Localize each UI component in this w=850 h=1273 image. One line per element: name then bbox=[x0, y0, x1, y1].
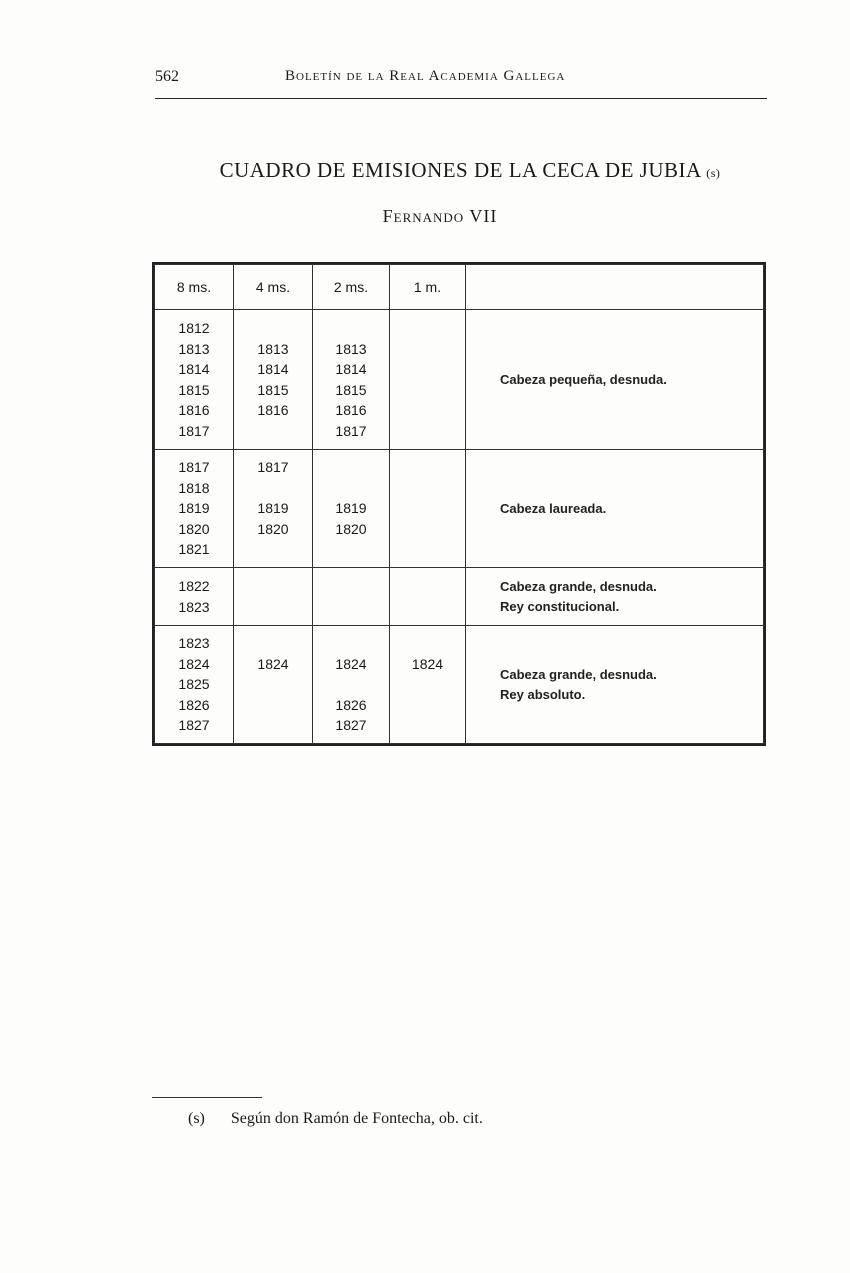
description-text: Cabeza grande, desnuda. bbox=[500, 666, 657, 682]
year-value bbox=[313, 674, 389, 695]
year-value: 1822 bbox=[178, 578, 210, 594]
year-value: 1814 bbox=[335, 361, 367, 377]
year-value bbox=[313, 539, 389, 560]
year-value: 1813 bbox=[335, 340, 367, 357]
year-value bbox=[313, 576, 389, 597]
year-value bbox=[234, 421, 312, 442]
year-value: 1812 bbox=[178, 320, 210, 336]
year-value: 1813 bbox=[257, 340, 289, 357]
year-cell bbox=[234, 310, 313, 450]
year-value: 1824 bbox=[257, 655, 289, 672]
year-value bbox=[390, 339, 465, 360]
footnote-reference: (s) bbox=[706, 166, 721, 180]
footnote-rule bbox=[152, 1097, 262, 1098]
year-value bbox=[313, 633, 389, 654]
year-value: 1815 bbox=[335, 381, 367, 398]
year-cell bbox=[234, 568, 313, 626]
column-header: 4 ms. bbox=[234, 265, 313, 310]
year-value: 1819 bbox=[178, 500, 210, 517]
year-value bbox=[313, 318, 389, 339]
table-row bbox=[155, 568, 764, 626]
column-header: 1 m. bbox=[390, 265, 466, 310]
description-text: Cabeza grande, desnuda. bbox=[500, 578, 657, 594]
year-value: 1817 bbox=[335, 422, 367, 439]
year-value bbox=[234, 715, 312, 736]
year-value: 1814 bbox=[178, 361, 210, 377]
year-cell bbox=[313, 626, 390, 744]
year-cell bbox=[155, 450, 234, 568]
year-value bbox=[234, 633, 312, 654]
table-header-row bbox=[155, 265, 764, 310]
table-subtitle: Fernando VII bbox=[382, 206, 498, 226]
description-text: Rey absoluto. bbox=[500, 686, 586, 702]
year-value: 1815 bbox=[178, 381, 210, 398]
year-value bbox=[313, 478, 389, 499]
description-text: Cabeza laureada. bbox=[500, 500, 607, 516]
year-cell bbox=[390, 626, 466, 744]
description-cell bbox=[466, 568, 764, 626]
year-value bbox=[390, 380, 465, 401]
description-cell bbox=[466, 310, 764, 450]
year-value: 1827 bbox=[335, 717, 367, 734]
description-text: Cabeza pequeña, desnuda. bbox=[500, 371, 667, 387]
year-value: 1826 bbox=[335, 696, 367, 713]
header-rule bbox=[155, 98, 767, 99]
table-row bbox=[155, 450, 764, 568]
year-value bbox=[390, 478, 465, 499]
year-cell bbox=[390, 450, 466, 568]
column-header bbox=[466, 265, 764, 310]
table-row bbox=[155, 626, 764, 744]
year-value: 1825 bbox=[178, 676, 210, 693]
year-cell bbox=[234, 450, 313, 568]
year-value bbox=[390, 597, 465, 618]
table-row bbox=[155, 310, 764, 450]
running-title: Boletín de la Real Academia Gallega bbox=[285, 68, 566, 84]
year-value bbox=[234, 695, 312, 716]
year-value: 1823 bbox=[178, 635, 210, 652]
year-value: 1817 bbox=[257, 459, 289, 476]
year-value: 1824 bbox=[178, 655, 210, 672]
year-value bbox=[390, 519, 465, 540]
year-value: 1824 bbox=[335, 655, 367, 672]
year-value: 1816 bbox=[257, 402, 289, 418]
year-value bbox=[390, 498, 465, 519]
year-cell bbox=[313, 568, 390, 626]
year-value bbox=[390, 539, 465, 560]
year-value bbox=[390, 715, 465, 736]
year-value bbox=[313, 597, 389, 618]
year-value bbox=[234, 576, 312, 597]
year-value bbox=[390, 695, 465, 716]
column-header: 8 ms. bbox=[155, 265, 234, 310]
year-value: 1821 bbox=[178, 541, 210, 558]
year-value bbox=[234, 674, 312, 695]
description-text: Rey constitucional. bbox=[500, 598, 620, 614]
year-value: 1826 bbox=[178, 696, 210, 713]
year-value: 1816 bbox=[335, 402, 367, 418]
year-value bbox=[390, 576, 465, 597]
year-value: 1820 bbox=[257, 520, 289, 537]
year-cell bbox=[313, 450, 390, 568]
year-cell bbox=[155, 568, 234, 626]
year-value bbox=[234, 318, 312, 339]
year-value: 1817 bbox=[178, 422, 210, 439]
year-cell bbox=[313, 310, 390, 450]
year-value bbox=[234, 539, 312, 560]
year-value: 1820 bbox=[335, 520, 367, 537]
year-value bbox=[390, 359, 465, 380]
year-value bbox=[313, 457, 389, 478]
year-cell bbox=[234, 626, 313, 744]
emissions-table-frame bbox=[152, 262, 766, 746]
year-cell bbox=[390, 568, 466, 626]
year-value: 1827 bbox=[178, 717, 210, 734]
year-cell bbox=[390, 310, 466, 450]
year-value: 1820 bbox=[178, 520, 210, 537]
running-header bbox=[155, 68, 767, 94]
year-value: 1816 bbox=[178, 402, 210, 418]
table-title bbox=[160, 158, 780, 183]
year-value: 1814 bbox=[257, 361, 289, 377]
year-value bbox=[390, 318, 465, 339]
year-value: 1823 bbox=[178, 598, 210, 615]
year-value bbox=[234, 478, 312, 499]
year-value bbox=[234, 597, 312, 618]
description-cell bbox=[466, 626, 764, 744]
footnote-mark: (s) bbox=[188, 1110, 205, 1127]
table-title-text: CUADRO DE EMISIONES DE LA CECA DE JUBIA bbox=[219, 158, 701, 182]
year-value: 1813 bbox=[178, 340, 210, 357]
year-value: 1819 bbox=[257, 500, 289, 517]
column-header: 2 ms. bbox=[313, 265, 390, 310]
year-value bbox=[390, 421, 465, 442]
description-cell bbox=[466, 450, 764, 568]
year-value bbox=[390, 457, 465, 478]
year-cell bbox=[155, 310, 234, 450]
year-value: 1819 bbox=[335, 500, 367, 517]
year-value: 1824 bbox=[411, 655, 444, 672]
year-value bbox=[390, 674, 465, 695]
year-value: 1817 bbox=[178, 459, 210, 476]
year-value bbox=[390, 400, 465, 421]
table-body bbox=[155, 310, 764, 744]
footnote-text: Según don Ramón de Fontecha, ob. cit. bbox=[230, 1110, 483, 1127]
footnote bbox=[188, 1110, 483, 1128]
emissions-table bbox=[154, 264, 764, 744]
year-value bbox=[390, 633, 465, 654]
page-number: 562 bbox=[155, 68, 179, 85]
year-value: 1815 bbox=[257, 381, 289, 398]
year-cell bbox=[155, 626, 234, 744]
year-value: 1818 bbox=[178, 479, 210, 496]
